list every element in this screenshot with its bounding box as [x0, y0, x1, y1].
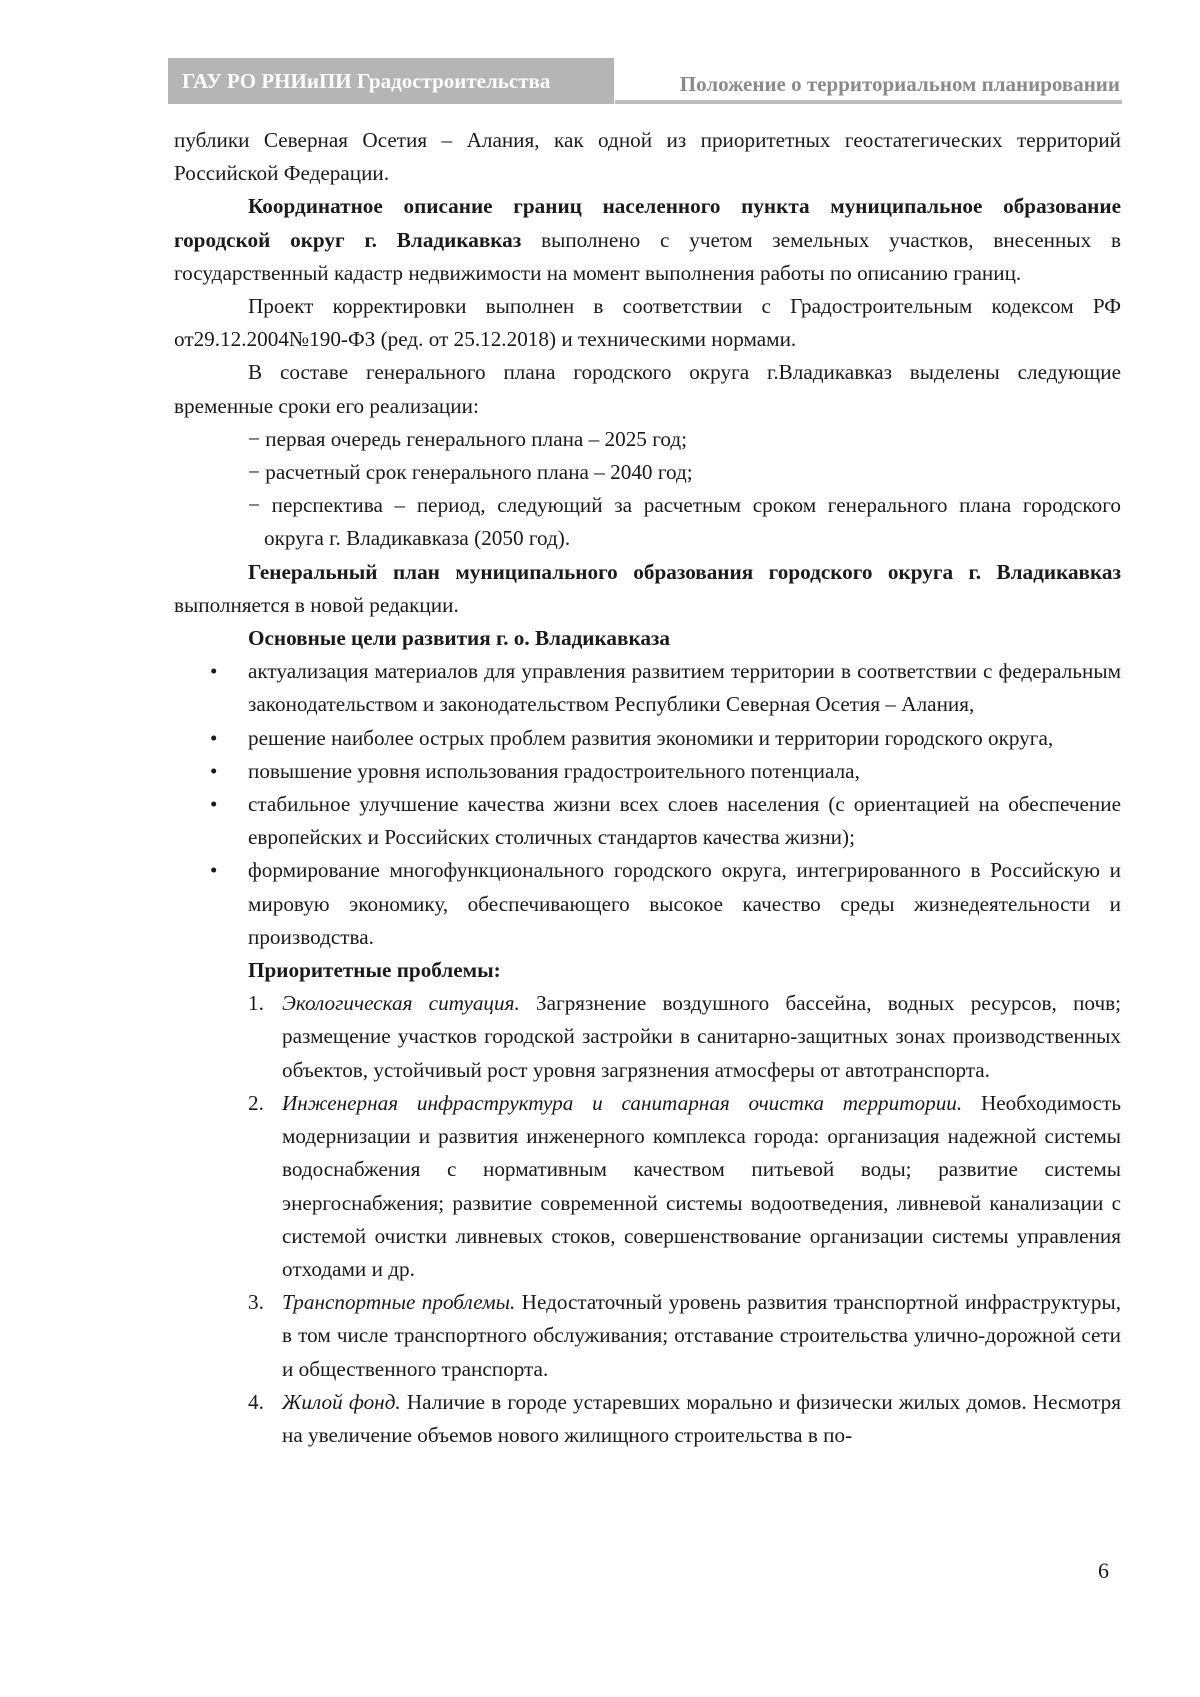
problem-title: Жилой фонд. — [282, 1389, 401, 1414]
problem-text: Загрязнение воздушного бассейна, водных ресурсов, почв; размещение участков городской застройки в санитарно-защитных зонах производственных объектов, устойчивый рост уровня загрязнения атмосферы от автотранспорта. — [282, 991, 1122, 1082]
goal-item: • стабильное улучшение качества жизни всех слоев населения (с ориентацией на обеспечение европейских и Российских столичных стандартов качества жизни); — [174, 788, 1121, 854]
dash-item-perspective: − перспектива – период, следующий за расчетным сроком генерального плана городского округа г. Владикавказа (2050 год). — [248, 493, 1121, 551]
problem-text: Необходимость модернизации и развития инженерного комплекса города: организация надежной системы водоснабжения с нормативным качеством питьевой воды; развитие системы энергоснабжения; развитие современной системы водоотведения, ливневой канализации с системой очистки ливневых стоков, совершенствование организации системы управления отходами и др. — [282, 1090, 1121, 1281]
general-plan-bold-lead: Генеральный план муниципального образования городского округа г. Владикавказ — [248, 559, 1121, 584]
bullet-icon: • — [210, 858, 218, 883]
problems-heading: Приоритетные проблемы: — [248, 958, 501, 983]
bullet-icon: • — [210, 792, 218, 817]
problem-text: Наличие в городе устаревших морально и физически жилых домов. Несмотря на увеличение объемов нового жилищного строительства в по- — [282, 1389, 1121, 1447]
boundary-text: выполнено с учетом земельных участков, внесенных в государственный кадастр недвижимости на момент выполнения работы по описанию границ. — [174, 227, 1122, 285]
problem-text: Недостаточный уровень развития транспортной инфраструктуры, в том числе транспортного обслуживания; отставание строительства улично-дорожной сети и общественного транспорта. — [282, 1290, 1121, 1381]
list-number: 4. — [248, 1389, 264, 1414]
header-organization: ГАУ РО РНИиПИ Градостроительства — [168, 58, 614, 104]
dash-item-first-stage: − первая очередь генерального плана – 2025 год; — [248, 426, 688, 451]
paragraph-boundary-description — [174, 190, 1121, 290]
list-number: 1. — [248, 991, 264, 1016]
paragraph-general-plan — [174, 556, 1121, 622]
problem-item-housing — [174, 1386, 1121, 1452]
goal-item: • решение наиболее острых проблем развития экономики и территории городского округа, — [174, 722, 1121, 755]
page-number: 6 — [1098, 1558, 1109, 1583]
page-body — [174, 124, 1121, 1452]
problem-title: Инженерная инфраструктура и санитарная очистка территории. — [282, 1090, 963, 1115]
bullet-icon: • — [210, 758, 218, 783]
problem-item-infrastructure — [174, 1087, 1121, 1286]
problem-title: Транспортные проблемы. — [282, 1290, 516, 1315]
bullet-icon: • — [210, 725, 218, 750]
list-number: 2. — [248, 1090, 264, 1115]
goal-item: • актуализация материалов для управления развитием территории в соответствии с федеральным законодательством и законодательством Республики Северная Осетия – Алания, — [174, 655, 1121, 721]
paragraph-time-frames: В составе генерального плана городского округа г.Владикавказ выделены следующие временные сроки его реализации: — [174, 360, 1121, 418]
problem-item-ecology — [174, 987, 1121, 1087]
dash-item-calculated-term: − расчетный срок генерального плана – 2040 год; — [248, 460, 693, 485]
bullet-icon: • — [210, 659, 218, 684]
paragraph-project-basis: Проект корректировки выполнен в соответствии с Градостроительным кодексом РФ от29.12.2004№190-ФЗ (ред. от 25.12.2018) и техническими нормами. — [174, 294, 1121, 352]
header-document-title: Положение о территориальном планировании — [615, 58, 1122, 104]
paragraph-continuation: публики Северная Осетия – Алания, как одной из приоритетных геостатегических территорий Российской Федерации. — [174, 128, 1121, 186]
problem-title: Экологическая ситуация. — [282, 991, 520, 1016]
list-number: 3. — [248, 1290, 264, 1315]
boundary-bold-lead: Координатное описание границ населенного пункта муниципальное образование городской округ г. Владикавказ — [174, 194, 1121, 252]
goals-heading: Основные цели развития г. о. Владикавказа — [248, 626, 671, 651]
problem-item-transport — [174, 1286, 1121, 1386]
goal-item: • повышение уровня использования градостроительного потенциала, — [174, 755, 1121, 788]
general-plan-text: выполняется в новой редакции. — [174, 592, 459, 617]
goal-item: • формирование многофункционального городского округа, интегрированного в Российскую и мировую экономику, обеспечивающего высокое качество среды жизнедеятельности и производства. — [174, 854, 1121, 954]
